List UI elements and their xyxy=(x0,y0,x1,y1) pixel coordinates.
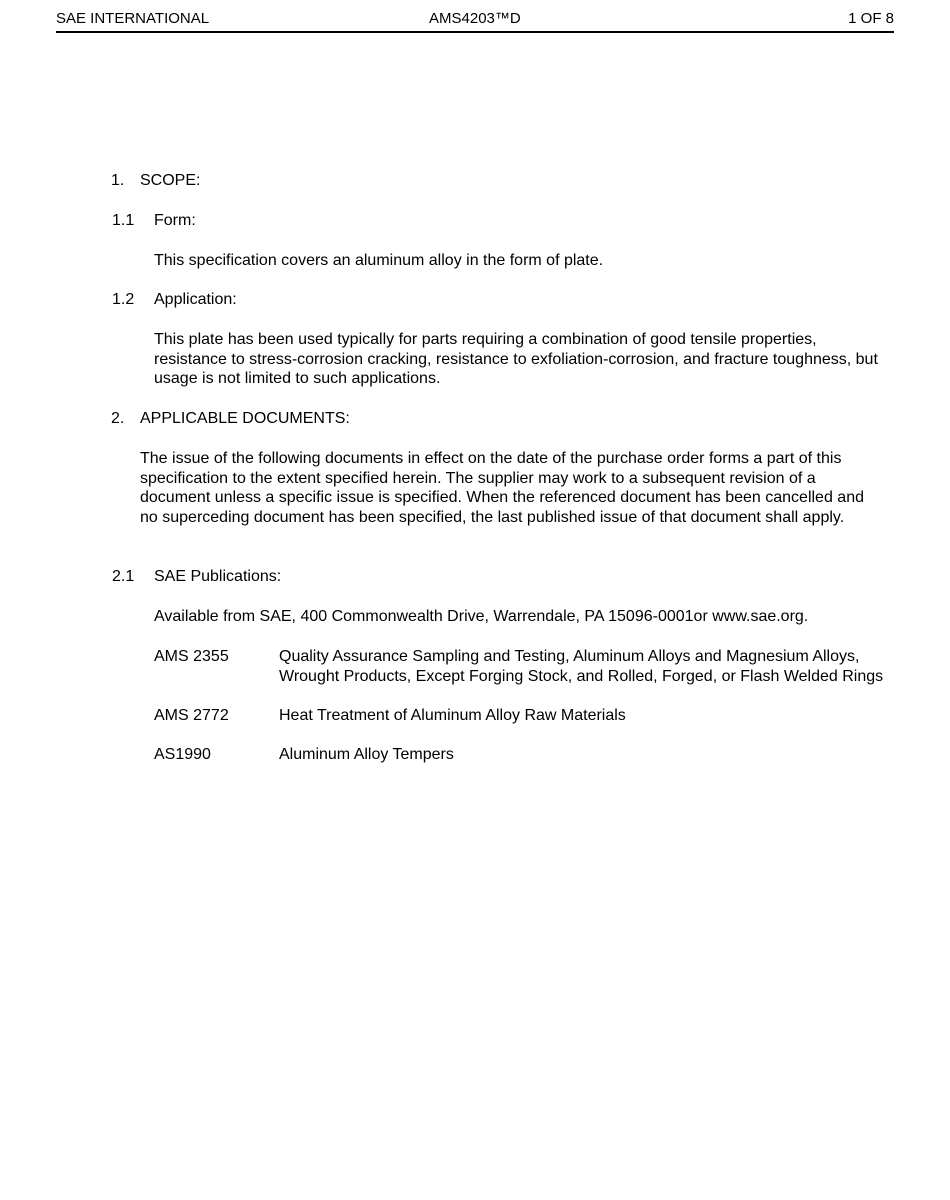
section-1-2-title: Application: xyxy=(154,291,237,308)
reference-title: Quality Assurance Sampling and Testing, Aluminum Alloys and Magnesium Alloys, Wrought Products, Except Forging Stock, and Rolled, Forged, or Flash Welded Rings xyxy=(279,648,884,685)
section-1-1-title: Form: xyxy=(154,212,196,229)
section-2-number: 2. xyxy=(111,410,125,427)
header-organization: SAE INTERNATIONAL xyxy=(56,10,210,27)
reference-id: AS1990 xyxy=(154,746,211,763)
section-2-title: APPLICABLE DOCUMENTS: xyxy=(140,410,350,427)
section-1-1-text: This specification covers an aluminum alloy in the form of plate. xyxy=(154,252,604,269)
section-1-2-text: This plate has been used typically for parts requiring a combination of good tensile properties, resistance to stress-corrosion cracking, resistance to exfoliation-corrosion, and fracture toughness, but usage is not limited to such applications. xyxy=(154,331,878,388)
header-document-id: AMS4203™D xyxy=(429,10,521,27)
section-1-number: 1. xyxy=(111,172,125,189)
reference-title: Heat Treatment of Aluminum Alloy Raw Materials xyxy=(279,707,626,724)
reference-title: Aluminum Alloy Tempers xyxy=(279,746,454,763)
reference-id: AMS 2772 xyxy=(154,707,229,724)
section-2-1-number: 2.1 xyxy=(112,568,135,585)
page-header xyxy=(56,9,894,33)
section-2-1-title: SAE Publications: xyxy=(154,568,282,585)
section-1-title: SCOPE: xyxy=(140,172,201,189)
section-1-1-number: 1.1 xyxy=(112,212,135,229)
header-page-number: 1 OF 8 xyxy=(848,10,894,27)
section-2-text: The issue of the following documents in effect on the date of the purchase order forms a part of this specification to the extent specified herein. The supplier may work to a subsequent revision of a document unless a specific issue is specified. When the referenced document has been cancelled and no superceding document has been specified, the last published issue of that document shall apply. xyxy=(140,450,864,527)
reference-id: AMS 2355 xyxy=(154,648,229,665)
section-1-2-number: 1.2 xyxy=(112,291,135,308)
section-2-1-text: Available from SAE, 400 Commonwealth Drive, Warrendale, PA 15096-0001or www.sae.org. xyxy=(154,608,809,625)
